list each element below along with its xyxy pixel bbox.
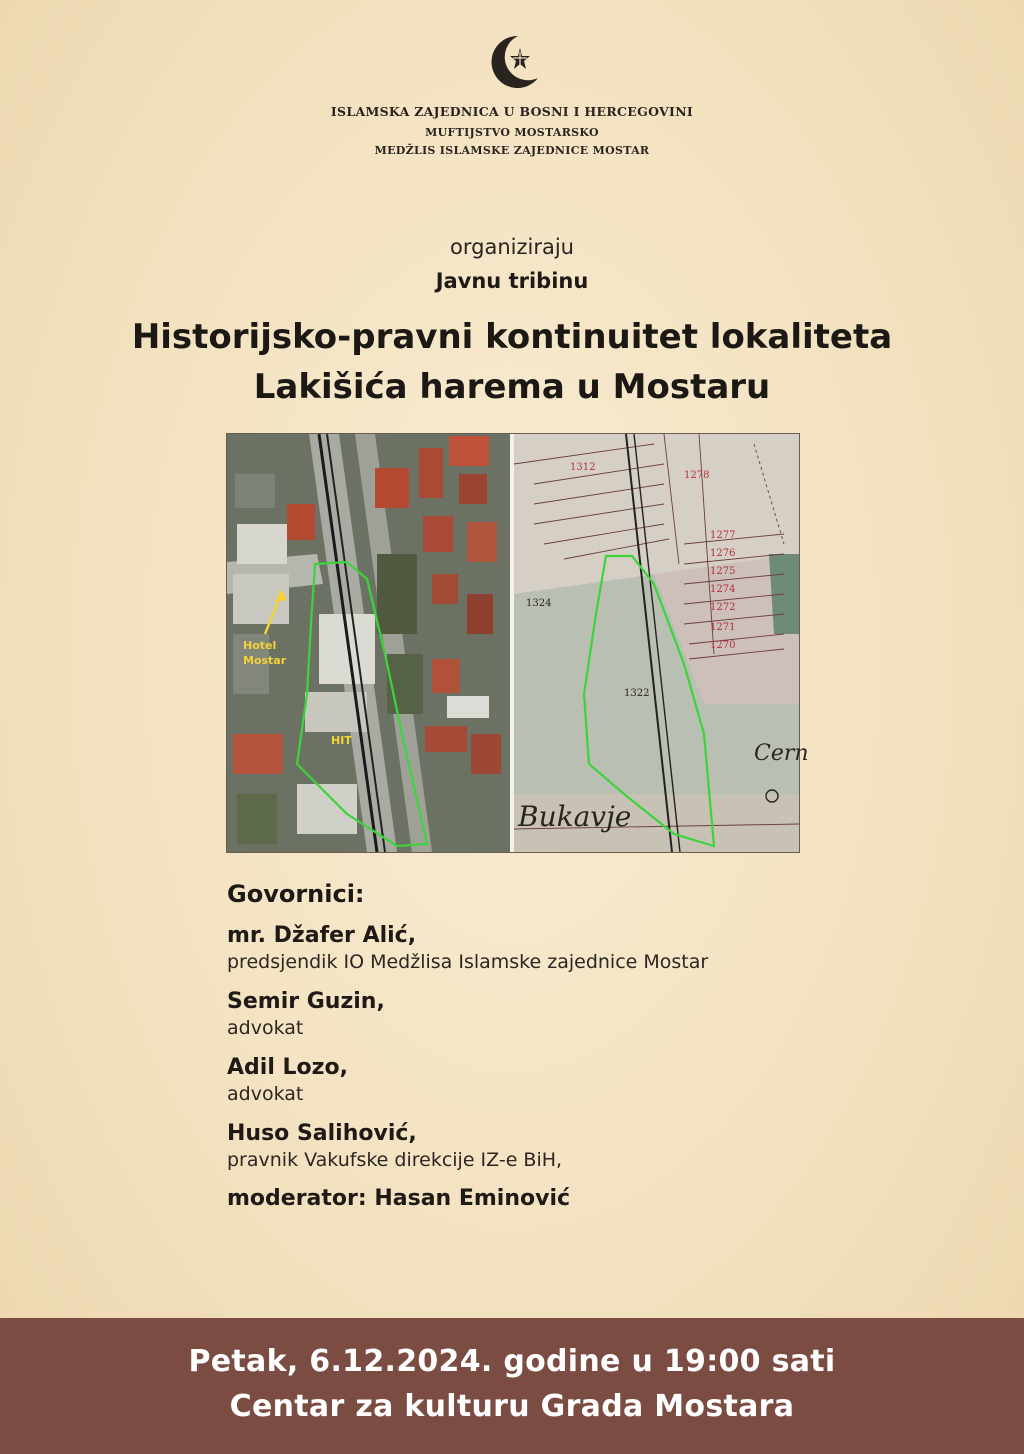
speaker-item xyxy=(227,922,927,974)
intro xyxy=(0,235,1024,293)
event-venue: Centar za kulturu Grada Mostara xyxy=(229,1389,795,1424)
header xyxy=(0,30,1024,157)
map-comparison-image xyxy=(226,433,809,853)
parcel-label: 1274 xyxy=(710,584,736,595)
intro-line-2: Javnu tribinu xyxy=(435,269,589,293)
place-label-bukavje: Bukavje xyxy=(518,800,632,833)
speaker-name: mr. Džafer Alić, xyxy=(227,923,417,948)
cadastral-map xyxy=(514,434,809,852)
speakers-section xyxy=(227,880,927,1211)
parcel-label: 1278 xyxy=(684,470,710,481)
title-line-2: Lakišića harema u Mostaru xyxy=(253,367,771,407)
org-line-2: MUFTIJSTVO MOSTARSKO xyxy=(425,126,599,139)
org-line-1: ISLAMSKA ZAJEDNICA U BOSNI I HERCEGOVINI xyxy=(330,104,694,119)
speaker-item xyxy=(227,1120,927,1172)
parcel-label: 1276 xyxy=(710,548,736,559)
speaker-name: Semir Guzin, xyxy=(227,989,385,1014)
page-title xyxy=(0,312,1024,412)
speaker-item xyxy=(227,988,927,1040)
parcel-label: 1271 xyxy=(710,622,736,633)
place-label-cern: Cern xyxy=(754,741,809,766)
event-datetime: Petak, 6.12.2024. godine u 19:00 sati xyxy=(188,1344,836,1379)
speaker-name: Huso Salihović, xyxy=(227,1121,417,1146)
satellite-map xyxy=(227,434,510,852)
parcel-label: 1275 xyxy=(710,566,736,577)
intro-line-1: organiziraju xyxy=(450,235,574,259)
speaker-role: advokat xyxy=(227,1083,304,1105)
hit-label: HIT xyxy=(331,734,352,747)
speaker-item xyxy=(227,1054,927,1106)
hotel-label-line-1: Hotel xyxy=(243,639,277,652)
speaker-name: Adil Lozo, xyxy=(227,1055,348,1080)
speaker-role: predsjendik IO Medžlisa Islamske zajednice Mostar xyxy=(227,951,709,973)
parcel-label: 1312 xyxy=(570,462,596,473)
parcel-label: 1272 xyxy=(710,602,736,613)
footer-banner xyxy=(0,1318,1024,1454)
parcel-label: 1324 xyxy=(526,598,552,609)
org-line-3: MEDŽLIS ISLAMSKE ZAJEDNICE MOSTAR xyxy=(374,144,650,157)
speaker-role: pravnik Vakufske direkcije IZ-e BiH, xyxy=(227,1149,563,1171)
speakers-heading: Govornici: xyxy=(227,880,365,908)
moderator: moderator: Hasan Eminović xyxy=(227,1186,571,1211)
title-line-1: Historijsko-pravni kontinuitet lokaliteta xyxy=(131,317,893,357)
hotel-label-line-2: Mostar xyxy=(243,654,287,667)
speaker-role: advokat xyxy=(227,1017,304,1039)
crescent-star-icon xyxy=(480,30,544,94)
parcel-label: 1322 xyxy=(624,688,650,699)
parcel-label: 1277 xyxy=(710,530,736,541)
parcel-label: 1270 xyxy=(710,640,736,651)
